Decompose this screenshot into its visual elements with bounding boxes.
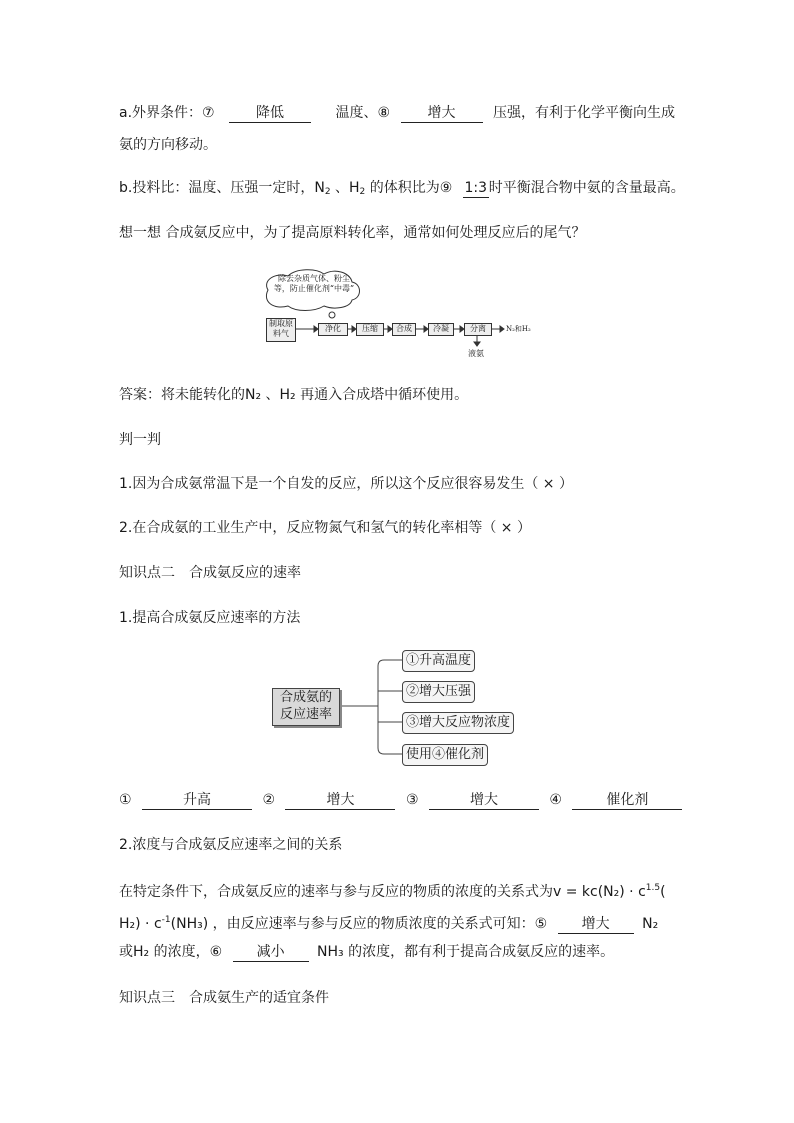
condition-b-line	[119, 178, 685, 202]
mind-item-increase-pressure: ②增大压强	[402, 681, 475, 703]
condition-b-suffix: 时平衡混合物中氨的含量最高。	[488, 180, 685, 196]
process-flow-diagram	[258, 268, 538, 363]
mind-answers-row	[119, 790, 682, 810]
kp2-title: 知识点二 合成氨反应的速率	[119, 565, 301, 581]
flow-step-synthesis: 合成	[392, 323, 416, 336]
flow-output-gases: N₂和H₂	[506, 325, 531, 333]
kp2-sub1: 1.提高合成氨反应速率的方法	[119, 610, 301, 626]
flow-step-condense: 冷凝	[428, 323, 454, 336]
judge-title: 判一判	[119, 432, 161, 448]
kp2-sub2: 2.浓度与合成氨反应速率之间的关系	[119, 837, 343, 853]
condition-a-suffix: 压强，有利于化学平衡向生成	[492, 105, 675, 121]
rate-mind-map	[270, 644, 510, 774]
think-question: 想一想 合成氨反应中，为了提高原料转化率，通常如何处理反应后的尾气？	[119, 225, 586, 241]
answer-3-num: ③	[405, 792, 419, 808]
mind-root-line-2: 反应速率	[279, 707, 332, 722]
condition-a-prefix: a.外界条件：⑦	[119, 105, 215, 121]
flow-output-liquid-ammonia: 液氨	[468, 349, 484, 358]
flow-step-separate: 分离	[464, 323, 492, 336]
flow-step-raw-gas: 制取原料气	[266, 318, 296, 342]
rate-law-text-3b: NH₃ 的浓度，都有利于提高合成氨反应的速率。	[317, 944, 615, 960]
rate-law-text-2b: (NH₃) ，由反应速率与参与反应的物质浓度的关系式可知：⑤	[170, 916, 548, 932]
condition-a-mid: 温度、⑧	[335, 105, 391, 121]
rate-law-text-3: 或H₂ 的浓度，⑥	[119, 944, 223, 960]
answer-3-blank: 增大	[429, 791, 539, 810]
answer-1-num: ①	[119, 792, 132, 808]
condition-b-sep: 、H	[330, 180, 360, 196]
blank-7: 降低	[229, 104, 311, 123]
rate-law-text-1b: (	[660, 884, 666, 900]
rate-law-line-3	[119, 942, 614, 962]
judge-item-1: 1.因为合成氨常温下是一个自发的反应，所以这个反应很容易发生（ × ）	[119, 476, 573, 492]
judge-item-2: 2.在合成氨的工业生产中，反应物氮气和氢气的转化率相等（ × ）	[119, 520, 531, 536]
kp3-title: 知识点三 合成氨生产的适宜条件	[119, 990, 329, 1006]
flow-step-compress: 压缩	[356, 323, 384, 336]
mind-item-raise-temperature: ①升高温度	[402, 650, 475, 672]
rate-law-text-1: 在特定条件下，合成氨反应的速率与参与反应的物质的浓度的关系式为v = kc(N₂) · c	[119, 884, 646, 900]
answer-4-blank: 催化剂	[572, 791, 682, 810]
answer-4-num: ④	[549, 792, 562, 808]
condition-a-cont: 氨的方向移动。	[119, 137, 217, 153]
blank-6: 减小	[233, 943, 309, 962]
answer-text: 答案：将未能转化的N₂ 、H₂ 再通入合成塔中循环使用。	[119, 387, 469, 403]
flow-step-purify: 净化	[318, 323, 348, 336]
mind-map-root	[272, 688, 340, 726]
rate-law-text-2: H₂) · c	[119, 916, 162, 932]
mind-item-increase-concentration: ③增大反应物浓度	[402, 712, 514, 734]
rate-law-exp-2: -1	[161, 915, 171, 925]
mind-root-line-1: 合成氨的	[279, 690, 332, 705]
blank-8: 增大	[401, 104, 483, 123]
thought-bubble	[329, 312, 335, 318]
rate-law-exp-1: 1.5	[645, 883, 661, 893]
rate-law-text-2c: N₂	[642, 916, 659, 932]
condition-b-mid: 的体积比为⑨	[365, 180, 453, 196]
answer-1-blank: 升高	[142, 791, 252, 810]
condition-b-prefix: b.投料比：温度、压强一定时，N	[119, 180, 325, 196]
blank-5: 增大	[558, 915, 634, 934]
answer-2-num: ②	[262, 792, 276, 808]
rate-law-line-2	[119, 910, 658, 934]
mind-item-use-catalyst: 使用④催化剂	[402, 744, 488, 766]
answer-2-blank: 增大	[285, 791, 395, 810]
cloud-text: 除去杂质气体、粉尘等，防止催化剂“中毒”	[273, 274, 355, 293]
h2-subscript: 2	[359, 187, 366, 197]
condition-a-line	[119, 103, 675, 123]
blank-9: 1:3	[464, 180, 487, 196]
n2-subscript: 2	[324, 187, 331, 197]
rate-law-line-1	[119, 878, 666, 902]
